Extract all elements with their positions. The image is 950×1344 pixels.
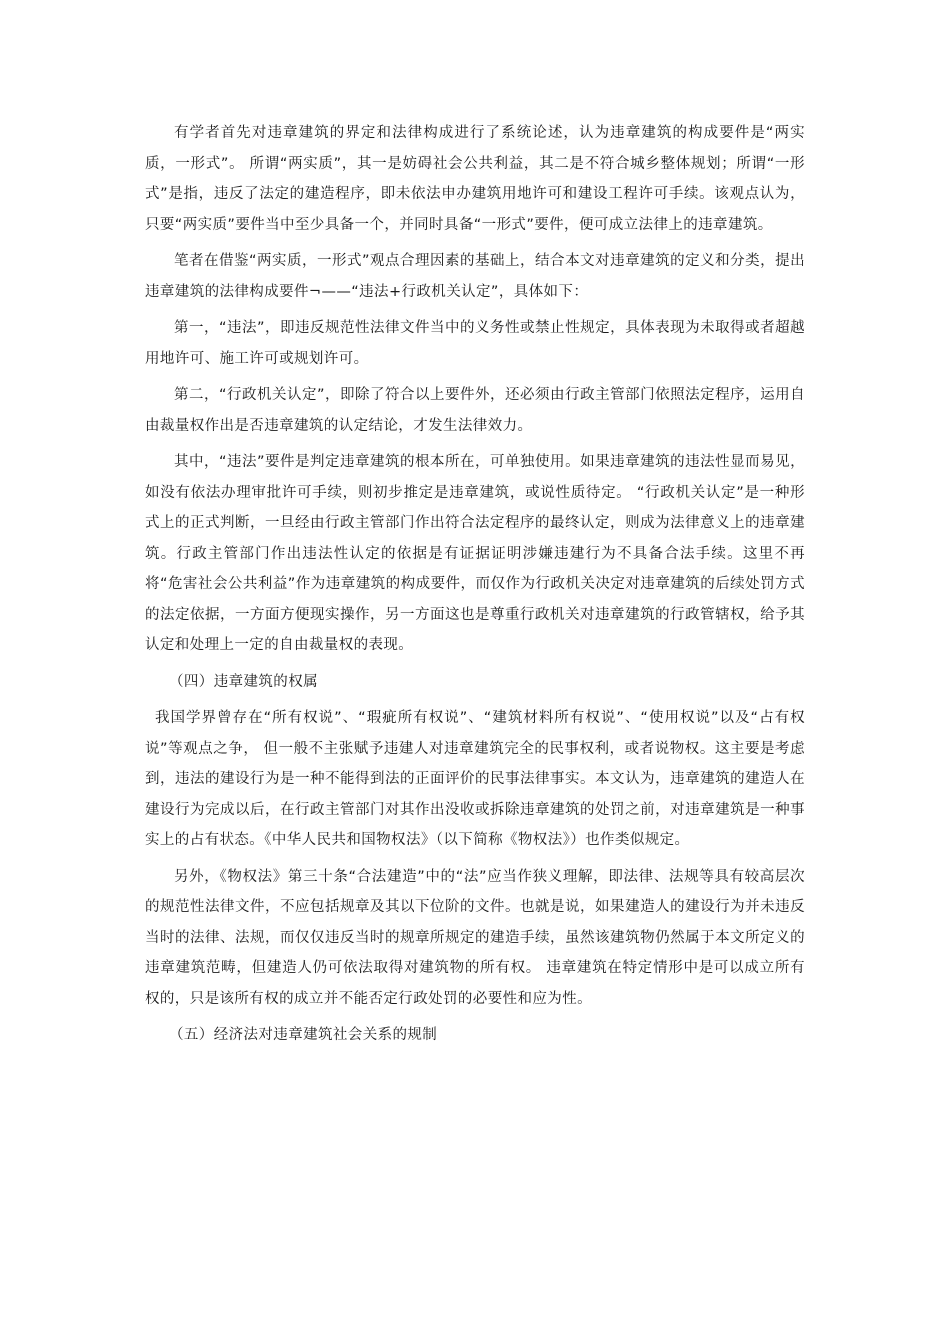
paragraph-second-administrative-determination: 第二，“行政机关认定”，即除了符合以上要件外，还必须由行政主管部门依照法定程序，运用自由裁量权作出是否违章建筑的认定结论，才发生法律效力。 [145, 387, 805, 434]
document-body [145, 118, 805, 1051]
section-heading-ownership: （四）违章建筑的权属 [169, 673, 318, 690]
paragraph-analysis: 其中，“违法”要件是判定违章建筑的根本所在，可单独使用。如果违章建筑的违法性显而易见，如没有依法办理审批许可手续，则初步推定是违章建筑，或说性质待定。 “行政机关认定”是一种形式上的正式判断，一旦经由行政主管部门作出符合法定程序的最终认定，则成为法律意义上的违章建筑。行政主管部门作出违法性认定的依据是有证据证明涉嫌违建行为不具备合法手续。这里不再将“危害社会公共利益”作为违章建筑的构成要件，而仅作为行政机关决定对违章建筑的后续处罚方式的法定依据，一方面方便现实操作，另一方面这也是尊重行政机关对违章建筑的行政管辖权，给予其认定和处理上一定的自由裁量权的表现。 [145, 454, 805, 653]
paragraph-ownership-theories: 我国学界曾存在“所有权说”、“瑕疵所有权说”、“建筑材料所有权说”、“使用权说”以及“占有权说”等观点之争， 但一般不主张赋予违建人对违章建筑完全的民事权利，或者说物权。这主要是考虑到，违法的建设行为是一种不能得到法的正面评价的民事法律事实。本文认为，违章建筑的建造人在建设行为完成以后，在行政主管部门对其作出没收或拆除违章建筑的处罚之前，对违章建筑是一种事实上的占有状态。《中华人民共和国物权法》（以下简称《物权法》）也作类似规定。 [145, 710, 805, 848]
paragraph-author-view: 笔者在借鉴“两实质，一形式”观点合理因素的基础上，结合本文对违章建筑的定义和分类，提出违章建筑的法律构成要件¬——“违法+行政机关认定”，具体如下： [145, 253, 805, 300]
paragraph-first-illegality: 第一，“违法”，即违反规范性法律文件当中的义务性或禁止性规定，具体表现为未取得或者超越用地许可、施工许可或规划许可。 [145, 320, 805, 367]
section-heading-economic-law: （五）经济法对违章建筑社会关系的规制 [169, 1027, 438, 1043]
paragraph-two-substance-one-form: 有学者首先对违章建筑的界定和法律构成进行了系统论述，认为违章建筑的构成要件是“两实质，一形式”。 所谓“两实质”，其一是妨碍社会公共利益，其二是不符合城乡整体规划；所谓“一形式”是指，违反了法定的建造程序，即未依法申办建筑用地许可和建设工程许可手续。该观点认为，只要“两实质”要件当中至少具备一个，并同时具备“一形式”要件，便可成立法律上的违章建筑。 [145, 125, 805, 233]
paragraph-property-law: 另外，《物权法》第三十条“合法建造”中的“法”应当作狭义理解，即法律、法规等具有较高层次的规范性法律文件，不应包括规章及其以下位阶的文件。也就是说，如果建造人的建设行为并未违反当时的法律、法规，而仅仅违反当时的规章所规定的建造手续，虽然该建筑物仍然属于本文所定义的违章建筑范畴，但建造人仍可依法取得对建筑物的所有权。 违章建筑在特定情形中是可以成立所有权的，只是该所有权的成立并不能否定行政处罚的必要性和应为性。 [145, 868, 805, 1007]
